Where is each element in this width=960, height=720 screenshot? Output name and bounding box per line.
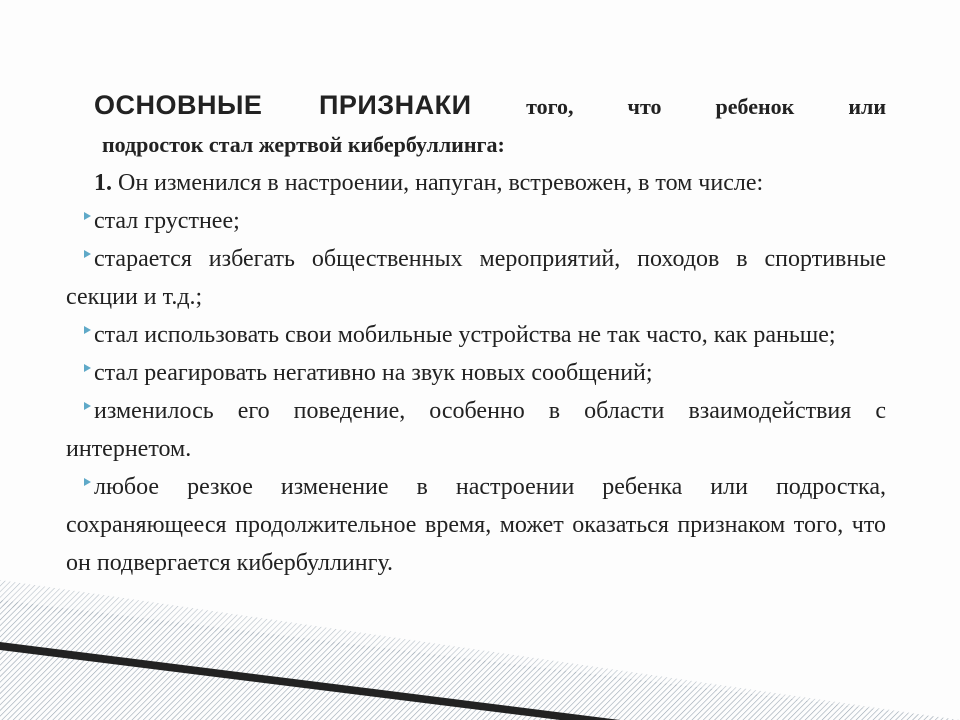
bullet-text: старается избегать общественных мероприятий, походов в спортивные секции и т.д.; — [66, 246, 886, 310]
heading — [66, 86, 886, 164]
list-item — [66, 240, 886, 316]
bullet-text: стал использовать свои мобильные устройства не так часто, как раньше; — [94, 322, 836, 348]
heading-caps: ОСНОВНЫЕ ПРИЗНАКИ — [94, 90, 472, 120]
bullet-text: стал реагировать негативно на звук новых сообщений; — [94, 360, 653, 386]
triangle-bullet-icon — [84, 402, 91, 410]
heading-line-1 — [66, 86, 886, 126]
numbered-item — [66, 164, 886, 202]
bullet-text: любое резкое изменение в настроении ребенка или подростка, сохраняющееся продолжительное время, может оказаться признаком того, что он подвергается кибербуллингу. — [66, 474, 886, 576]
item-text: Он изменился в настроении, напуган, встревожен, в том числе: — [118, 170, 764, 196]
list-item — [66, 202, 886, 240]
heading-line-2: подросток стал жертвой кибербуллинга: — [102, 132, 505, 157]
triangle-bullet-icon — [84, 326, 91, 334]
item-number: 1. — [94, 170, 112, 196]
list-item — [66, 316, 886, 354]
triangle-bullet-icon — [84, 364, 91, 372]
bullet-text: изменилось его поведение, особенно в области взаимодействия с интернетом. — [66, 398, 886, 462]
heading-rest: того, что ребенок или — [526, 94, 887, 119]
triangle-bullet-icon — [84, 212, 91, 220]
text-content — [66, 86, 886, 582]
list-item — [66, 354, 886, 392]
bullet-text: стал грустнее; — [94, 208, 240, 234]
triangle-bullet-icon — [84, 250, 91, 258]
decorative-stripes — [0, 580, 960, 720]
list-item — [66, 468, 886, 582]
triangle-bullet-icon — [84, 478, 91, 486]
list-item — [66, 392, 886, 468]
